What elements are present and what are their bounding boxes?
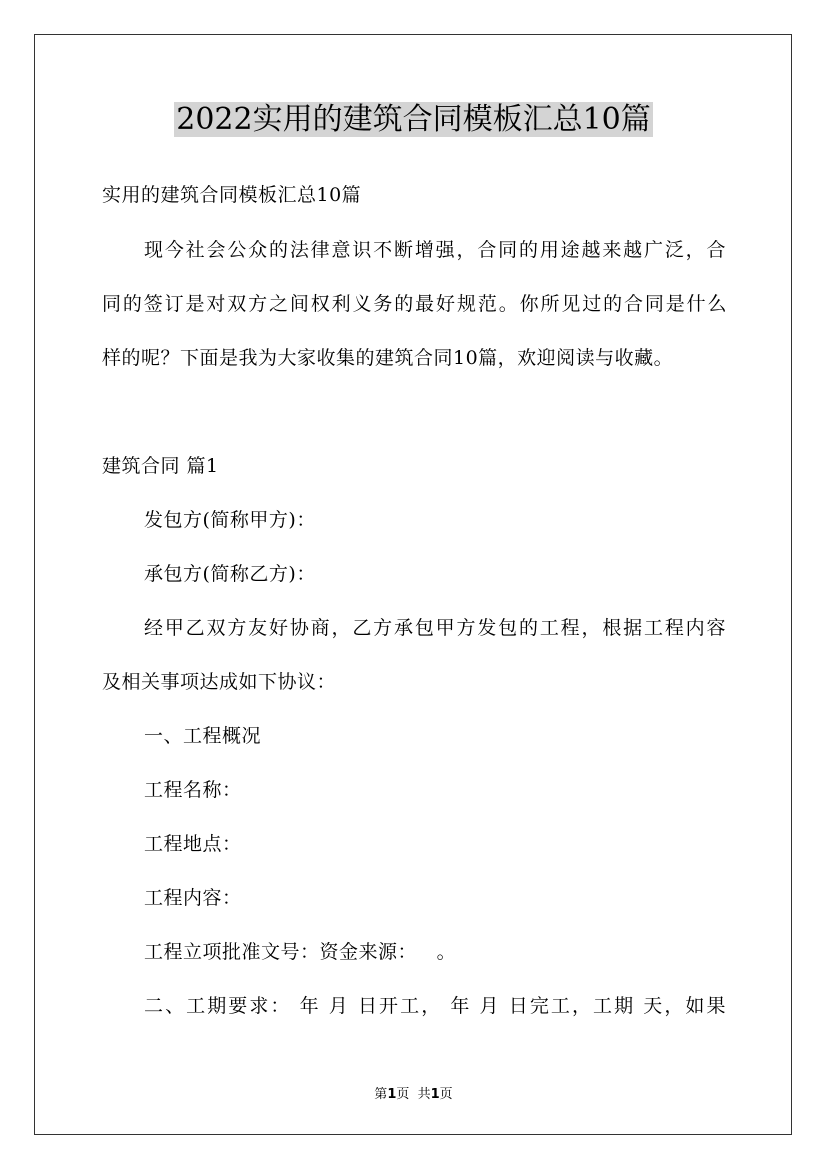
document-title xyxy=(0,98,827,142)
footer-current-page: 1 xyxy=(387,1087,397,1102)
party-a-label: 发包方(简称甲方)： xyxy=(144,509,316,531)
section-heading: 建筑合同 篇1 xyxy=(102,455,219,477)
agreement-line-1: 经甲乙双方友好协商，乙方承包甲方发包的工程，根据工程内容 xyxy=(144,617,726,639)
footer-mid: 页 共 xyxy=(396,1087,431,1102)
footer-total-pages: 1 xyxy=(430,1087,440,1102)
agreement-line-2: 及相关事项达成如下协议： xyxy=(102,671,337,693)
footer-prefix: 第 xyxy=(374,1087,388,1102)
intro-line-3: 样的呢？下面是我为大家收集的建筑合同10篇，欢迎阅读与收藏。 xyxy=(102,347,674,369)
intro-line-2: 同的签订是对双方之间权利义务的最好规范。你所见过的合同是什么 xyxy=(102,293,727,315)
intro-line-1: 现今社会公众的法律意识不断增强，合同的用途越来越广泛，合 xyxy=(144,239,726,261)
project-approval-label: 工程立项批准文号：资金来源： 。 xyxy=(144,941,457,963)
page-footer xyxy=(0,1083,827,1102)
footer-suffix: 页 xyxy=(439,1087,453,1102)
project-name-label: 工程名称： xyxy=(144,779,242,801)
project-content-label: 工程内容： xyxy=(144,887,242,909)
clause-1-title: 一、工程概况 xyxy=(144,725,262,747)
document-subtitle: 实用的建筑合同模板汇总10篇 xyxy=(102,184,362,206)
clause-2-line: 二、工期要求： 年 月 日开工， 年 月 日完工，工期 天，如果 xyxy=(144,995,726,1017)
project-location-label: 工程地点： xyxy=(144,833,242,855)
document-title-text: 2022实用的建筑合同模板汇总10篇 xyxy=(176,102,651,137)
party-b-label: 承包方(简称乙方)： xyxy=(144,563,316,585)
